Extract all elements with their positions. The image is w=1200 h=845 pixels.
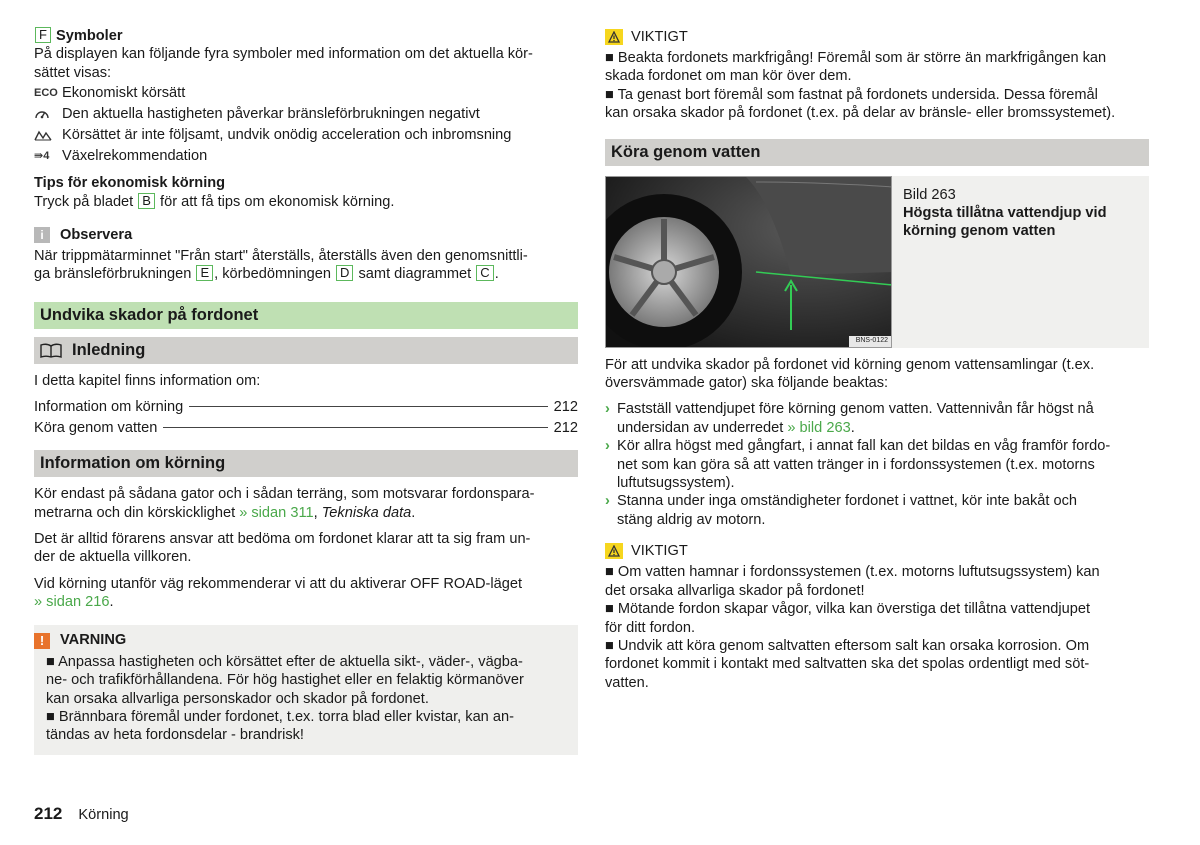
- viktigt-line: för ditt fordon.: [605, 619, 696, 636]
- bullet-line: luftutsugssystem).: [617, 475, 735, 492]
- image-code: BNS-0122: [855, 336, 888, 344]
- info-korning-heading: Information om körning: [34, 450, 578, 477]
- viktigt-title: VIKTIGT: [631, 543, 688, 560]
- symboler-intro-1: På displayen kan följande fyra symboler med information om det aktuella kör-: [34, 46, 533, 63]
- symbol-row-eco: [34, 82, 578, 103]
- symboler-title: Symboler: [56, 28, 123, 44]
- inledning-heading: [34, 337, 578, 364]
- varning-line: ■ Brännbara föremål under fordonet, t.ex. torra blad eller kvistar, kan an-: [46, 708, 514, 725]
- symbol-text: Växelrekommendation: [62, 147, 208, 164]
- viktigt-head: [605, 541, 1149, 561]
- observera-text: samt diagrammet: [358, 266, 472, 283]
- observera-block: [34, 225, 578, 284]
- viktigt-line: ■ Ta genast bort föremål som fastnat på fordonets undersida. Dessa föremål: [605, 86, 1098, 103]
- viktigt-line: ■ Mötande fordon skapar vågor, vilka kan överstiga det tillåtna vattendjupet: [605, 601, 1091, 618]
- chapter-name: Körning: [78, 807, 129, 823]
- inledning-title: Inledning: [72, 340, 146, 359]
- info-p1-line2: [34, 504, 578, 522]
- figure-label: Bild 263: [903, 186, 956, 203]
- viktigt-line: ■ Undvik att köra genom saltvatten eftersom salt kan orsaka korrosion. Om: [605, 637, 1090, 654]
- toc-leader: [189, 406, 547, 407]
- speedometer-icon: [34, 107, 62, 121]
- chevron-right-icon: ›: [605, 493, 610, 510]
- observera-head: [34, 225, 578, 245]
- viktigt-line: ■ Beakta fordonets markfrigång! Föremål som är större än markfrigången kan: [605, 50, 1107, 66]
- left-column: [34, 27, 578, 755]
- info-p2-line1: Det är alltid förarens ansvar att bedöma om fordonet klarar att ta sig fram un-: [34, 531, 531, 548]
- vatten-intro-line2: översvämmade gator) ska följande beaktas:: [605, 375, 889, 392]
- observera-text: .: [494, 266, 499, 283]
- key-e: E: [196, 265, 213, 281]
- figure-caption: [892, 176, 1107, 348]
- info-icon: i: [34, 227, 50, 243]
- symboler-heading: [34, 27, 578, 45]
- varning-text: [34, 653, 566, 745]
- inledning-intro: I detta kapitel finns information om:: [34, 372, 261, 389]
- figure-caption-line2: körning genom vatten: [903, 223, 1056, 240]
- key-d: D: [336, 265, 353, 281]
- gear-shift-icon: ⇛4: [34, 149, 50, 162]
- section-heading-kora-genom-vatten: Köra genom vatten: [605, 139, 1149, 166]
- tips-text-after: för att få tips om ekonomisk körning.: [160, 193, 395, 210]
- viktigt-line: vatten.: [605, 674, 649, 691]
- tips-title: Tips för ekonomisk körning: [34, 175, 226, 192]
- page-footer: [34, 805, 129, 824]
- section-heading-undvika-skador: Undvika skador på fordonet: [34, 302, 578, 329]
- varning-line: ■ Anpassa hastigheten och körsättet efter de aktuella sikt-, väder-, vägba-: [46, 653, 523, 670]
- bullet-item: [605, 492, 1149, 529]
- info-p2-line2: der de aktuella villkoren.: [34, 549, 192, 566]
- key-b: B: [138, 193, 155, 209]
- viktigt-line: fordonet kommit i kontakt med saltvatten ska det spolas ordentligt med söt-: [605, 656, 1090, 673]
- eco-icon: ECO: [34, 86, 58, 99]
- info-text: ,: [313, 504, 318, 521]
- info-text: metrarna och din körskicklighet: [34, 504, 236, 521]
- toc-label: Information om körning: [34, 399, 184, 416]
- link-bild-263[interactable]: » bild 263: [787, 419, 851, 436]
- observera-title: Observera: [60, 226, 133, 243]
- symbol-row-gear: [34, 145, 578, 166]
- bullet-line: net som kan göra så att vatten tränger in i fordonssystemen (t.ex. motorns: [617, 456, 1095, 473]
- viktigt-block-1: [605, 27, 1149, 123]
- bullet-line: Fastställ vattendjupet före körning genom vatten. Vattennivån får högst nå: [617, 401, 1094, 418]
- toc-row[interactable]: [34, 398, 578, 419]
- observera-line-2: [34, 265, 578, 283]
- toc-page: 212: [553, 420, 578, 437]
- warning-triangle-icon: [605, 29, 623, 45]
- link-sidan-216[interactable]: » sidan 216: [34, 594, 110, 611]
- symbol-row-speed: [34, 103, 578, 124]
- observera-text: ga bränsleförbrukningen: [34, 266, 192, 283]
- bullet-item: [605, 400, 1149, 437]
- toc-row[interactable]: [34, 419, 578, 440]
- varning-line: kan orsaka allvarliga personskador och skador på fordonet.: [46, 690, 429, 707]
- bullet-line: Kör allra högst med gångfart, i annat fall kan det bildas en våg framför fordo-: [617, 438, 1111, 455]
- figure-263: [605, 176, 1149, 348]
- book-icon: [40, 343, 62, 358]
- key-c: C: [476, 265, 493, 281]
- viktigt-line: ■ Om vatten hamnar i fordonssystemen (t.ex. motorns luftutsugssystem) kan: [605, 564, 1100, 581]
- varning-line: tändas av heta fordonsdelar - brandrisk!: [46, 727, 304, 744]
- viktigt-line: skada fordonet om man kör över dem.: [605, 68, 852, 85]
- symboler-intro-2: sättet visas:: [34, 64, 112, 81]
- viktigt-block-2: [605, 541, 1149, 692]
- vatten-intro-line1: För att undvika skador på fordonet vid körning genom vattensamlingar (t.ex.: [605, 356, 1095, 373]
- viktigt-head: [605, 27, 1149, 47]
- info-korning-body: [34, 485, 578, 611]
- info-p3-line2: [34, 593, 578, 611]
- key-f: F: [35, 27, 51, 43]
- viktigt-line: det orsaka allvarliga skador på fordonet!: [605, 582, 865, 599]
- bullet-line: stäng aldrig av motorn.: [617, 511, 766, 528]
- toc-page: 212: [553, 399, 578, 416]
- uneven-driving-icon: [34, 129, 62, 141]
- tips-block: [34, 174, 578, 211]
- chevron-right-icon: ›: [605, 438, 610, 455]
- figure-caption-line1: Högsta tillåtna vattendjup vid: [903, 205, 1107, 222]
- right-column: [605, 27, 1149, 692]
- tips-text: [34, 193, 578, 211]
- info-p1-line1: Kör endast på sådana gator och i sådan terräng, som motsvarar fordonspara-: [34, 486, 535, 503]
- symbol-text: Den aktuella hastigheten påverkar bränsleförbrukningen negativt: [62, 105, 480, 122]
- toc-label: Köra genom vatten: [34, 420, 158, 437]
- varning-head: [34, 631, 566, 651]
- symbol-text: Körsättet är inte följsamt, undvik onödig acceleration och inbromsning: [62, 126, 512, 143]
- symbol-row-uneven: [34, 124, 578, 145]
- vatten-intro: [605, 356, 1149, 393]
- bullet-text: .: [850, 419, 855, 436]
- bullet-line: Stanna under inga omständigheter fordonet i vattnet, kör inte bakåt och: [617, 493, 1078, 510]
- bullet-line: [617, 419, 1094, 437]
- info-text: .: [411, 504, 416, 521]
- toc-leader: [163, 427, 547, 428]
- bullet-item: [605, 437, 1149, 492]
- chevron-right-icon: ›: [605, 401, 610, 418]
- viktigt-line: kan orsaka skador på fordonet (t.ex. på delar av bränsle- eller bromssystemet).: [605, 105, 1116, 122]
- car-wheel-water-image: [605, 176, 892, 348]
- warning-triangle-icon: [605, 543, 623, 559]
- varning-line: ne- och trafikförhållandena. För hög hastighet eller en felaktig körmanöver: [46, 672, 524, 689]
- tekniska-data-italic: Tekniska data: [321, 504, 412, 521]
- page-number: 212: [34, 804, 63, 823]
- info-text: .: [109, 594, 114, 611]
- info-p3-line1: Vid körning utanför väg rekommenderar vi att du aktiverar OFF ROAD-läget: [34, 575, 523, 592]
- observera-text: , körbedömningen: [214, 266, 331, 283]
- tips-text-before: Tryck på bladet: [34, 193, 134, 210]
- varning-box: [34, 625, 578, 755]
- symbol-text: Ekonomiskt körsätt: [62, 84, 186, 101]
- symboler-block: [34, 27, 578, 166]
- varning-title: VARNING: [60, 632, 127, 649]
- warning-icon: !: [34, 633, 50, 649]
- bullet-text: undersidan av underredet: [617, 419, 784, 436]
- link-sidan-311[interactable]: » sidan 311: [239, 504, 314, 521]
- observera-line-1: När trippmätarminnet "Från start" återställs, återställs även den genomsnittli-: [34, 248, 528, 265]
- viktigt-title: VIKTIGT: [631, 28, 688, 45]
